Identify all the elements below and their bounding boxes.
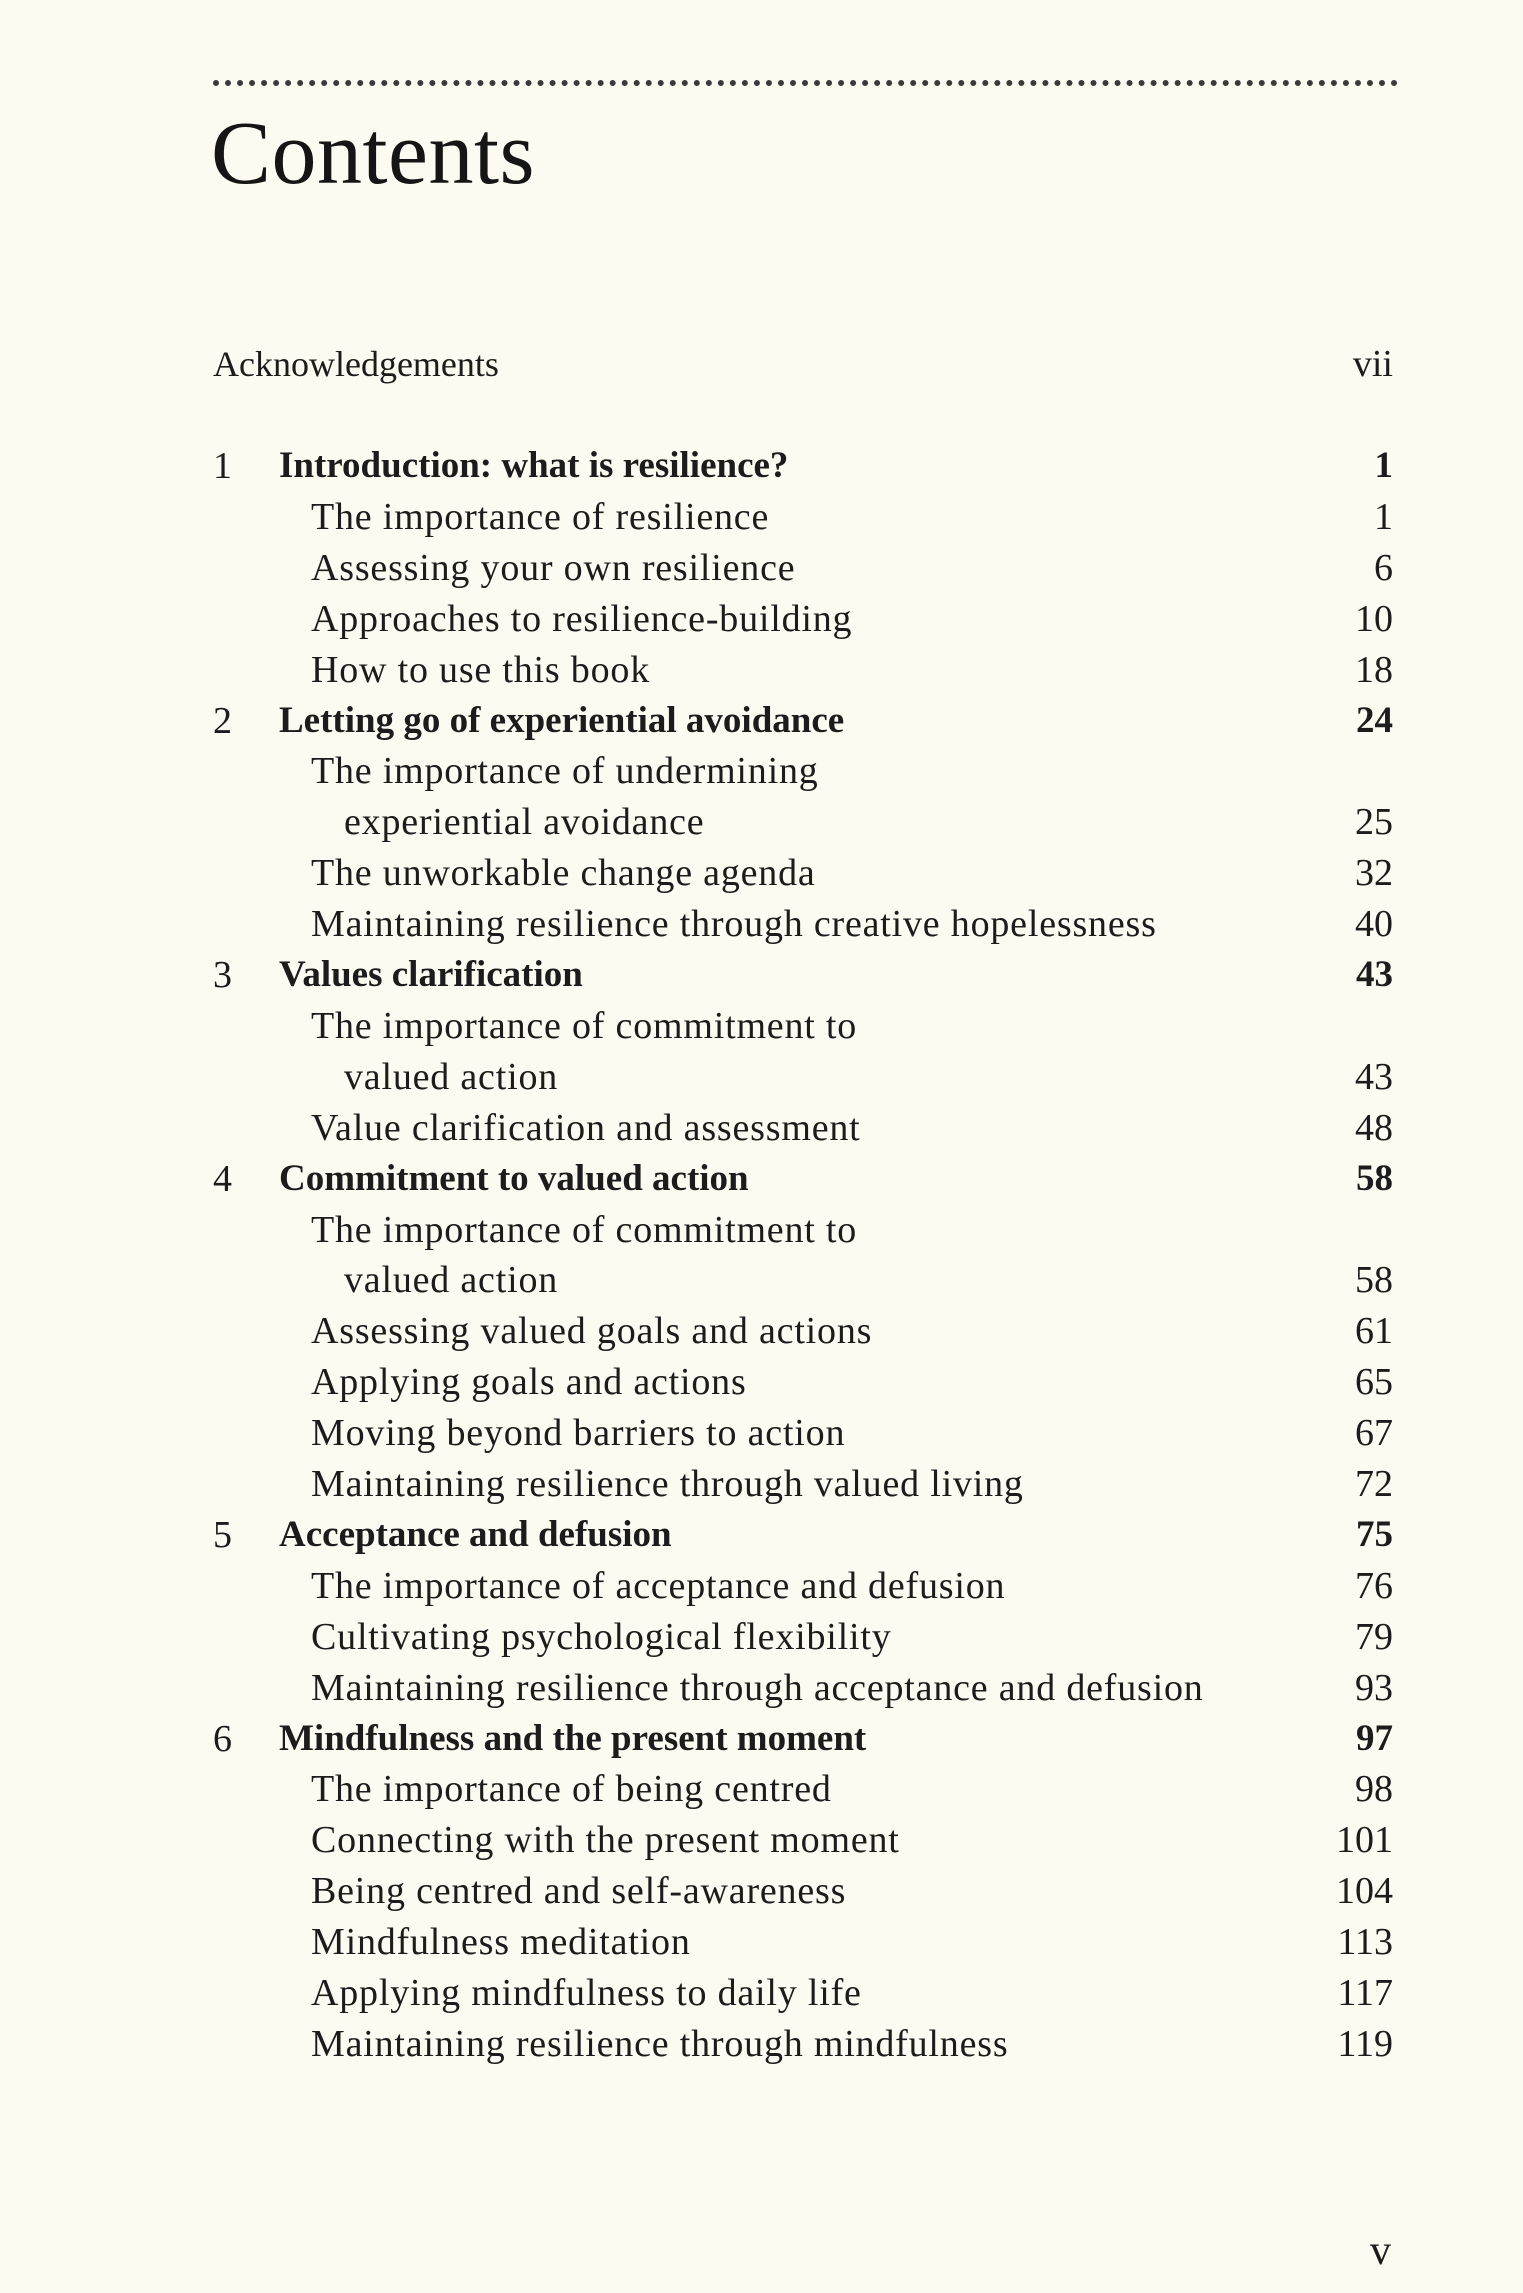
toc-entry-section [213,1763,1393,1815]
section-title: Cultivating psychological flexibility [311,1615,892,1658]
section-title: Mindfulness meditation [311,1921,691,1964]
entry-page-number: 76 [1355,1564,1393,1607]
toc-entry-section [213,745,1393,797]
section-title: Value clarification and assessment [311,1106,861,1149]
entry-page-number: 72 [1355,1463,1393,1505]
entry-page-number: 119 [1337,2022,1393,2065]
chapter-title: Commitment to valued action [279,1157,749,1199]
toc-entry-section [213,1458,1393,1510]
section-title: Connecting with the present moment [311,1819,900,1862]
toc-entry-chapter [213,695,1393,747]
toc-entry-continuation [213,796,1393,848]
section-title: valued action [344,1259,559,1302]
entry-page-number: 104 [1336,1870,1393,1913]
entry-page-number: vii [1352,343,1393,385]
toc-entry-section [213,1356,1393,1408]
chapter-number: 4 [213,1157,232,1200]
toc-entry-section [213,644,1393,696]
toc-entry-section [213,593,1393,645]
toc-entry-section [213,1204,1393,1256]
toc-entry-section [213,1407,1393,1459]
section-title: The importance of resilience [311,495,770,538]
chapter-title: Acceptance and defusion [279,1513,672,1555]
toc-entry-chapter [213,1153,1393,1205]
toc-entry-section [213,1865,1393,1917]
toc-entry-section [213,1814,1393,1866]
toc-entry-front-matter [213,338,1393,390]
entry-page-number: 18 [1355,648,1393,691]
toc-entry-section [213,491,1393,543]
chapter-number: 6 [213,1717,232,1760]
toc-entry-section [213,1662,1393,1714]
entry-page-number: 93 [1355,1666,1393,1709]
section-title: Maintaining resilience through valued living [311,1463,1024,1505]
page-title: Contents [211,104,536,203]
toc-entry-section [213,1000,1393,1052]
entry-page-number: 24 [1356,699,1393,741]
toc-entry-section [213,2018,1393,2070]
toc-entry-continuation [213,1254,1393,1306]
entry-page-number: 25 [1355,801,1393,844]
section-title: Assessing valued goals and actions [311,1310,873,1353]
toc-entry-chapter [213,949,1393,1001]
toc-entry-continuation [213,1051,1393,1103]
chapter-number: 5 [213,1513,232,1556]
entry-page-number: 1 [1374,445,1393,486]
toc-entry-chapter [213,440,1393,492]
section-title: Maintaining resilience through mindfulness [311,2022,1009,2065]
toc-entry-section [213,1102,1393,1154]
section-title: Assessing your own resilience [311,546,796,589]
entry-page-number: 1 [1374,495,1393,538]
table-of-contents [213,0,1393,2293]
section-title: Moving beyond barriers to action [311,1412,846,1455]
section-title: The importance of being centred [311,1768,832,1811]
toc-entry-section [213,1967,1393,2019]
toc-entry-section [213,1611,1393,1663]
entry-page-number: 43 [1355,1055,1393,1098]
chapter-title: Mindfulness and the present moment [279,1717,867,1759]
chapter-number: 1 [213,445,232,487]
section-title: experiential avoidance [344,801,705,844]
entry-page-number: 58 [1356,1157,1393,1199]
entry-title: Acknowledgements [213,344,499,384]
page-folio: v [1370,2228,1391,2274]
section-title: Applying mindfulness to daily life [311,1972,862,2014]
entry-page-number: 61 [1355,1310,1393,1353]
entry-page-number: 6 [1374,546,1393,589]
chapter-title: Letting go of experiential avoidance [279,699,845,741]
section-title: Approaches to resilience-building [311,597,853,640]
entry-page-number: 58 [1355,1259,1393,1302]
section-title: How to use this book [311,648,650,691]
section-title: The importance of undermining [311,750,819,793]
toc-entry-section [213,847,1393,899]
entry-page-number: 117 [1337,1972,1393,2014]
toc-entry-section [213,1560,1393,1612]
section-title: Maintaining resilience through acceptance and defusion [311,1666,1204,1709]
section-title: The importance of commitment to [311,1004,858,1047]
section-title: The unworkable change agenda [311,852,816,895]
toc-entry-section [213,1305,1393,1357]
entry-page-number: 97 [1356,1717,1393,1759]
chapter-title: Introduction: what is resilience? [279,445,789,486]
section-title: The importance of commitment to [311,1208,858,1251]
entry-page-number: 75 [1356,1513,1393,1555]
toc-entry-chapter [213,1713,1393,1765]
section-title: valued action [344,1055,559,1098]
entry-page-number: 98 [1355,1768,1393,1811]
entry-page-number: 79 [1355,1615,1393,1658]
entry-page-number: 43 [1356,954,1393,995]
section-title: Applying goals and actions [311,1361,747,1404]
entry-page-number: 10 [1355,597,1393,640]
chapter-number: 2 [213,699,232,742]
section-title: Being centred and self-awareness [311,1870,847,1913]
chapter-number: 3 [213,954,232,996]
section-title: Maintaining resilience through creative hopelessness [311,903,1157,946]
chapter-title: Values clarification [279,954,583,995]
entry-page-number: 113 [1337,1921,1393,1964]
toc-entry-section [213,1916,1393,1968]
toc-entry-section [213,898,1393,950]
entry-page-number: 65 [1355,1361,1393,1404]
entry-page-number: 48 [1355,1106,1393,1149]
entry-page-number: 40 [1355,903,1393,946]
entry-page-number: 32 [1355,852,1393,895]
toc-entry-chapter [213,1509,1393,1561]
toc-entry-section [213,542,1393,594]
section-title: The importance of acceptance and defusion [311,1564,1006,1607]
entry-page-number: 101 [1336,1819,1393,1862]
entry-page-number: 67 [1355,1412,1393,1455]
